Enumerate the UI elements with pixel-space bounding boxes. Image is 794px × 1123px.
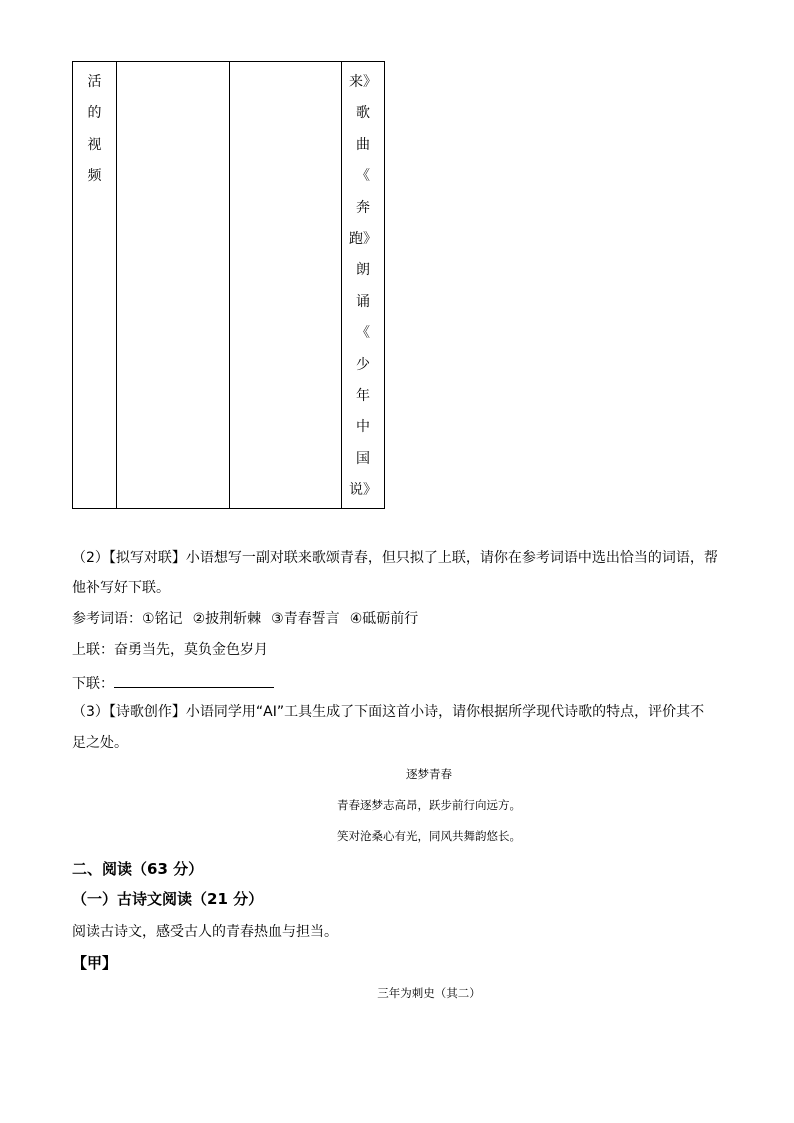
reference-item: ②披荆斩棘 (192, 611, 262, 627)
q3-text-line1: （3）【诗歌创作】小语同学用“AI”工具生成了下面这首小诗，请你根据所学现代诗歌的特点，评价其不 (72, 704, 705, 720)
vertical-char: 视 (87, 136, 102, 153)
vertical-char: 奔 (356, 199, 370, 216)
vertical-char: 歌 (356, 105, 370, 122)
vertical-char: 曲 (356, 136, 370, 153)
vertical-char: 《 (356, 168, 370, 185)
text-jia-label: 【甲】 (72, 954, 118, 972)
vertical-char: 说》 (349, 482, 377, 499)
reading-intro: 阅读古诗文，感受古人的青春热血与担当。 (72, 924, 338, 940)
vertical-char: 国 (356, 450, 370, 467)
section-heading: 二、阅读（63 分） (72, 860, 204, 878)
upper-couplet: 上联：奋勇当先，莫负金色岁月 (72, 642, 268, 658)
vertical-char: 的 (87, 105, 102, 122)
q2-text-line1: （2）【拟写对联】小语想写一副对联来歌颂青春，但只拟了上联，请你在参考词语中选出恰当的词语，帮 (72, 550, 718, 566)
table-cell-program (342, 62, 385, 509)
classical-poem-title: 三年为刺史（其二） (377, 986, 481, 1000)
subsection-heading: （一）古诗文阅读（21 分） (72, 890, 264, 908)
vertical-char: 朗 (356, 262, 370, 279)
activity-table (72, 61, 385, 509)
poem-title: 逐梦青春 (406, 767, 452, 781)
vertical-char: 年 (356, 387, 370, 404)
vertical-char: 跑》 (349, 230, 377, 247)
table-cell-activity (73, 62, 117, 509)
poem-line-2: 笑对沧桑心有光，同风共舞韵悠长。 (337, 829, 521, 843)
q2-text-line2: 他补写好下联。 (72, 580, 170, 596)
lower-couplet-label: 下联： (72, 676, 114, 692)
reference-words (72, 609, 428, 629)
reference-item: ④砥砺前行 (349, 611, 419, 627)
vertical-char: 少 (356, 356, 370, 373)
vertical-char: 频 (87, 168, 102, 185)
table-cell-empty-1 (117, 62, 230, 509)
reference-item: ①铭记 (142, 611, 183, 627)
vertical-char: 活 (87, 74, 102, 90)
q3-text-line2: 足之处。 (72, 735, 128, 751)
vertical-char: 《 (356, 325, 370, 342)
poem-line-1: 青春逐梦志高昂，跃步前行向远方。 (337, 798, 521, 812)
vertical-char: 中 (356, 419, 370, 436)
answer-blank[interactable] (114, 671, 274, 688)
table-cell-empty-2 (230, 62, 342, 509)
lower-couplet (72, 671, 274, 694)
reference-label: 参考词语： (72, 611, 142, 627)
vertical-char: 来》 (349, 74, 377, 90)
vertical-char: 诵 (356, 293, 370, 310)
reference-item: ③青春誓言 (271, 611, 340, 627)
